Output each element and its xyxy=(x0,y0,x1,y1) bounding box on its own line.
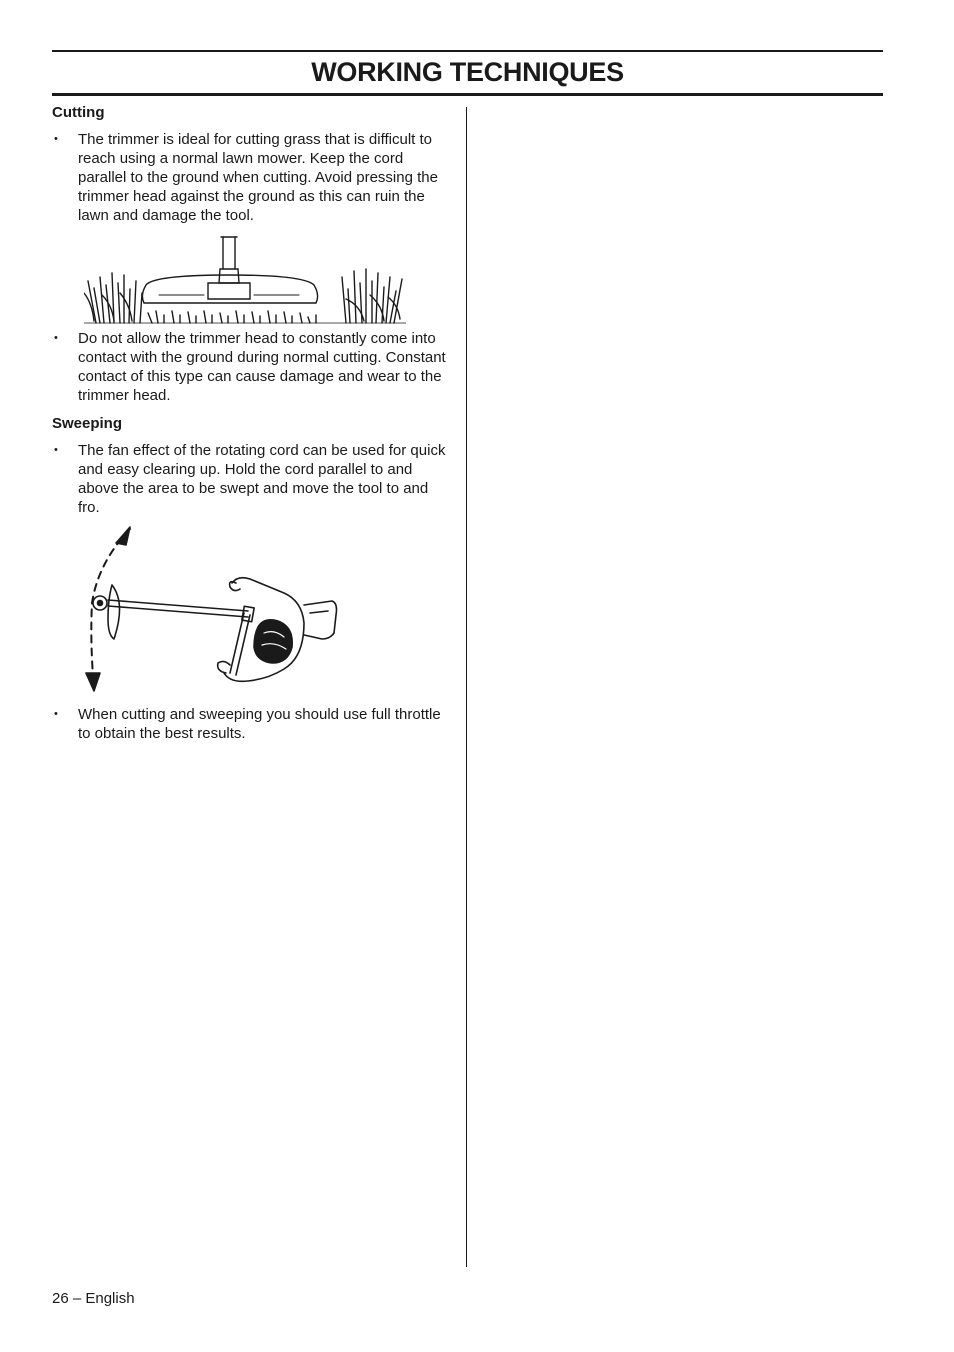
bullet-dot-icon: • xyxy=(54,133,58,145)
page-title: WORKING TECHNIQUES xyxy=(311,57,624,87)
section-heading-sweeping: Sweeping xyxy=(52,415,123,432)
bullet-item xyxy=(52,130,452,225)
trimmer-sweeping-illustration xyxy=(78,523,342,703)
bullet-item xyxy=(52,329,452,405)
trimmer-cutting-illustration xyxy=(84,233,406,327)
bullet-dot-icon: • xyxy=(54,708,58,720)
bullet-item xyxy=(52,705,452,743)
bullet-text: Do not allow the trimmer head to constantly come into contact with the ground during normal cutting. Constant contact of this type can cause damage and wear to the trimmer head. xyxy=(78,330,446,404)
header-top-rule xyxy=(52,50,883,52)
column-divider xyxy=(466,107,467,1267)
bullet-text: When cutting and sweeping you should use full throttle to obtain the best results. xyxy=(78,706,441,742)
bullet-text: The trimmer is ideal for cutting grass that is difficult to reach using a normal lawn mower. Keep the cord parallel to the ground when cutting. Avoid pressing the trimmer head against the ground as this can ruin the lawn and damage the tool. xyxy=(78,131,438,224)
page-footer: 26 – English xyxy=(52,1290,135,1307)
bullet-dot-icon: • xyxy=(54,444,58,456)
section-heading-cutting: Cutting xyxy=(52,104,105,121)
bullet-text: The fan effect of the rotating cord can be used for quick and easy clearing up. Hold the cord parallel to and above the area to be swept and move the tool to and fro. xyxy=(78,442,446,516)
bullet-item xyxy=(52,441,452,517)
bullet-dot-icon: • xyxy=(54,332,58,344)
header-bottom-rule xyxy=(52,93,883,96)
